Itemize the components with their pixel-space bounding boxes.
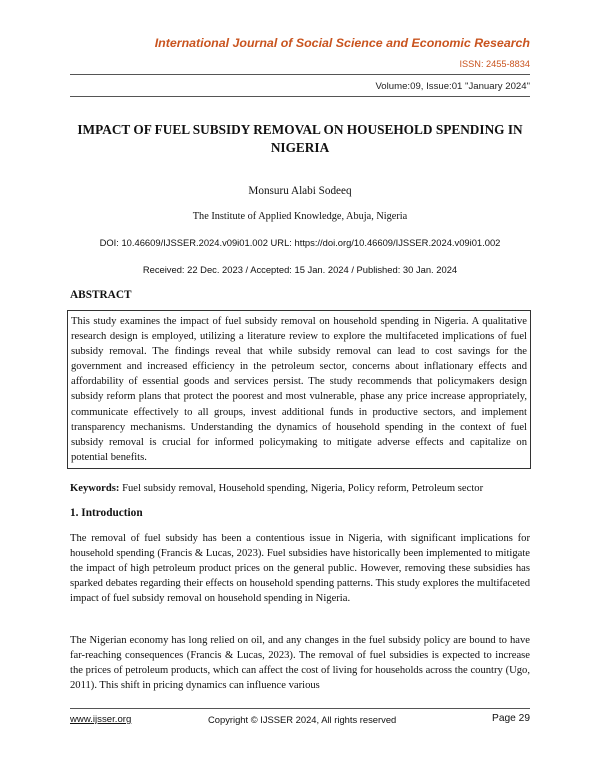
- header-rule-bottom: [70, 96, 530, 97]
- doi-line[interactable]: DOI: 10.46609/IJSSER.2024.v09i01.002 URL: https://doi.org/10.46609/IJSSER.2024.v09i01.002: [99, 237, 501, 248]
- keywords: [70, 483, 530, 494]
- copyright: Copyright © IJSSER 2024, All rights reserved: [208, 714, 397, 725]
- page-number: Page 29: [492, 713, 530, 724]
- introduction-heading: 1. Introduction: [70, 507, 143, 519]
- abstract-box: [67, 310, 531, 469]
- introduction-paragraph-2: The Nigerian economy has long relied on oil, and any changes in the fuel subsidy policy are bound to have far-reaching consequences (Francis & Lucas, 2023). The removal of fuel subsidies is expected to increase the prices of petroleum products, which can affect the cost of living for households across the country (Ugo, 2011). This shift in pricing dynamics can influence various: [70, 635, 530, 692]
- keywords-text: Fuel subsidy removal, Household spending, Nigeria, Policy reform, Petroleum sector: [119, 483, 484, 494]
- header-rule-top: [70, 74, 530, 75]
- abstract-heading: ABSTRACT: [70, 289, 132, 301]
- volume-issue: Volume:09, Issue:01 "January 2024": [375, 81, 530, 92]
- publication-dates: Received: 22 Dec. 2023 / Accepted: 15 Jan. 2024 / Published: 30 Jan. 2024: [142, 264, 458, 275]
- keywords-label: Keywords:: [70, 483, 120, 494]
- footer-rule: [70, 708, 530, 709]
- introduction-paragraph-1: The removal of fuel subsidy has been a contentious issue in Nigeria, with significant implications for household spending (Francis & Lucas, 2023). Fuel subsidies have historically been implemented to mitigate the impact of high petroleum product prices on the general public. However, removing these subsidies has sparked debates regarding their effects on household spending patterns. This study explores the multifaceted impact of fuel subsidy removal on household spending in Nigeria.: [70, 533, 530, 605]
- abstract-text: This study examines the impact of fuel subsidy removal on household spending in Nigeria. A qualitative research design is employed, utilizing a literature review to explore the multifaceted implications of fuel subsidy removal. The findings reveal that while subsidy removal can lead to cost savings for the government and increased efficiency in the petroleum sector, concerns about inflationary effects and affordability of essential goods and services persist. The study recommends that policymakers design subsidy reform plans that protect the poorest and most vulnerable, phase any price increase appropriately, communicate effectively to all groups, invest additional funds in productive sectors, and implement transparency mechanisms. Understanding the dynamics of household spending in the context of fuel subsidy removal is crucial for informed policymaking to mitigate adverse effects and capitalize on potential benefits.: [71, 316, 527, 463]
- journal-website-link[interactable]: www.ijsser.org: [70, 714, 132, 725]
- paper-title: IMPACT OF FUEL SUBSIDY REMOVAL ON HOUSEHOLD SPENDING IN NIGERIA: [77, 122, 523, 155]
- author-name: Monsuru Alabi Sodeeq: [248, 185, 352, 197]
- author-affiliation: The Institute of Applied Knowledge, Abuja, Nigeria: [192, 211, 408, 222]
- issn: ISSN: 2455-8834: [459, 59, 530, 69]
- journal-name: International Journal of Social Science and Economic Research: [154, 36, 530, 50]
